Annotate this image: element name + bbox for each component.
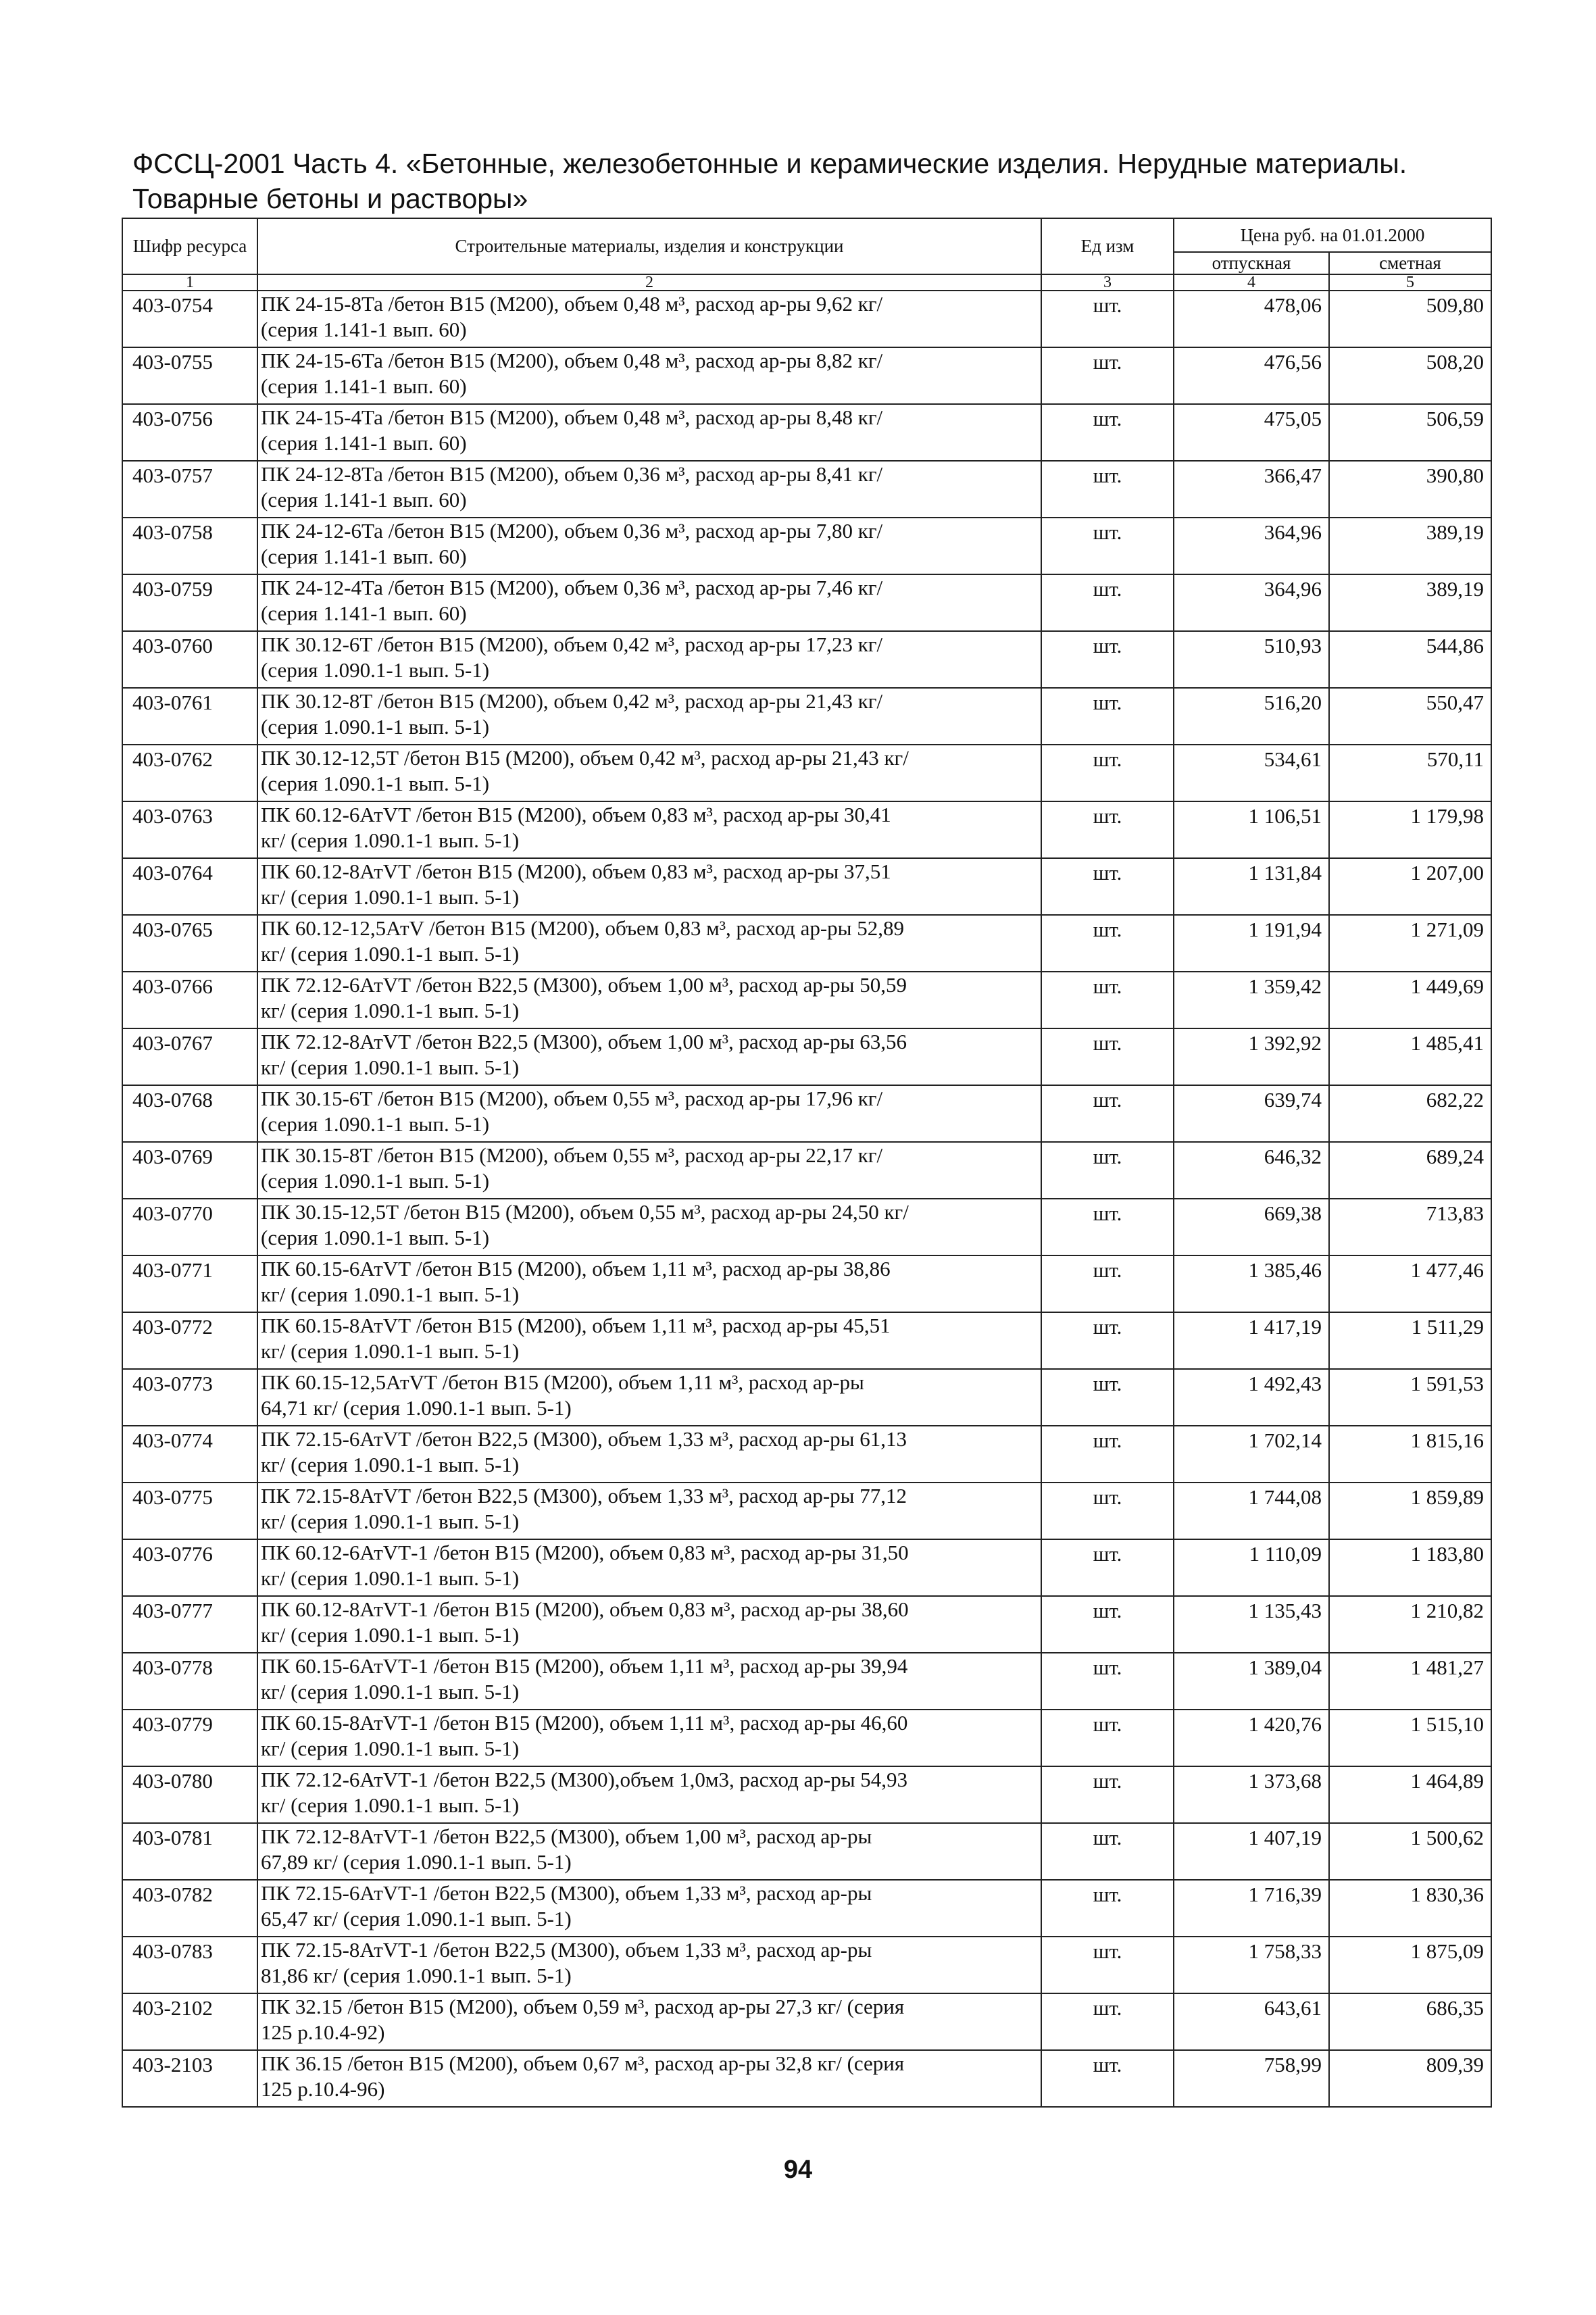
table-row (122, 1483, 1491, 1539)
table-body (122, 291, 1491, 2107)
material-description: ПК 60.15-6АтVТ-1 /бетон В15 (М200), объем 1,11 м³, расход ар-ры 39,94 кг/ (серия 1.090.1-1 вып. 5-1) (261, 1654, 908, 1703)
material-description: ПК 72.12-6АтVТ-1 /бетон В22,5 (М300),объем 1,0м3, расход ар-ры 54,93 кг/ (серия 1.090.1-1 вып. 5-1) (261, 1768, 908, 1817)
material-description: ПК 24-12-8Та /бетон В15 (М200), объем 0,36 м³, расход ар-ры 8,41 кг/ (серия 1.141-1 вып. 60) (261, 462, 883, 512)
table-row (122, 1766, 1491, 1823)
material-description: ПК 60.15-12,5АтVТ /бетон В15 (М200), объем 1,11 м³, расход ар-ры 64,71 кг/ (серия 1.090.1-1 вып. 5-1) (261, 1370, 864, 1420)
material-description: ПК 72.15-8АтVТ /бетон В22,5 (М300), объем 1,33 м³, расход ар-ры 77,12 кг/ (серия 1.090.1-1 вып. 5-1) (261, 1484, 907, 1533)
estimate-price-cell: 1 210,82 (1329, 1596, 1491, 1653)
release-price-cell: 1 417,19 (1174, 1312, 1329, 1369)
unit-cell: шт. (1041, 801, 1174, 858)
table-row (122, 1028, 1491, 1085)
resource-code-cell: 403-0770 (122, 1199, 257, 1255)
resource-code-cell: 403-0763 (122, 801, 257, 858)
resource-code-cell: 403-0780 (122, 1766, 257, 1823)
material-description: ПК 30.15-6Т /бетон В15 (М200), объем 0,55 м³, расход ар-ры 17,96 кг/ (серия 1.090.1-1 вып. 5-1) (261, 1087, 883, 1136)
estimate-price-cell: 1 449,69 (1329, 972, 1491, 1028)
release-price-cell: 478,06 (1174, 291, 1329, 347)
material-name-cell (257, 1880, 1041, 1937)
header-name: Строительные материалы, изделия и конструкции (257, 218, 1041, 274)
table-row (122, 745, 1491, 801)
resource-code-cell: 403-0765 (122, 915, 257, 972)
estimate-price-cell: 1 477,46 (1329, 1255, 1491, 1312)
header-unit: Ед изм (1041, 218, 1174, 274)
material-name-cell (257, 2050, 1041, 2107)
resource-code-cell: 403-0781 (122, 1823, 257, 1880)
release-price-cell: 643,61 (1174, 1993, 1329, 2050)
release-price-cell: 1 131,84 (1174, 858, 1329, 915)
price-table (122, 218, 1492, 2108)
unit-cell: шт. (1041, 1369, 1174, 1426)
material-description: ПК 60.12-6АтVТ-1 /бетон В15 (М200), объем 0,83 м³, расход ар-ры 31,50 кг/ (серия 1.090.1-1 вып. 5-1) (261, 1541, 909, 1590)
release-price-cell: 1 758,33 (1174, 1937, 1329, 1993)
release-price-cell: 1 702,14 (1174, 1426, 1329, 1483)
header-price-group: Цена руб. на 01.01.2000 (1174, 218, 1491, 252)
unit-cell: шт. (1041, 1199, 1174, 1255)
unit-cell: шт. (1041, 347, 1174, 404)
release-price-cell: 476,56 (1174, 347, 1329, 404)
material-name-cell (257, 347, 1041, 404)
material-name-cell (257, 404, 1041, 461)
material-description: ПК 72.12-8АтVТ /бетон В22,5 (М300), объем 1,00 м³, расход ар-ры 63,56 кг/ (серия 1.090.1-1 вып. 5-1) (261, 1030, 907, 1079)
material-name-cell (257, 858, 1041, 915)
release-price-cell: 364,96 (1174, 518, 1329, 574)
column-number: 4 (1174, 274, 1329, 291)
resource-code-cell: 403-0759 (122, 574, 257, 631)
resource-code-cell: 403-0771 (122, 1255, 257, 1312)
material-name-cell (257, 688, 1041, 745)
table-row (122, 1369, 1491, 1426)
material-description: ПК 72.12-6АтVТ /бетон В22,5 (М300), объем 1,00 м³, расход ар-ры 50,59 кг/ (серия 1.090.1-1 вып. 5-1) (261, 973, 907, 1022)
estimate-price-cell: 506,59 (1329, 404, 1491, 461)
table-row (122, 1255, 1491, 1312)
release-price-cell: 1 407,19 (1174, 1823, 1329, 1880)
estimate-price-cell: 686,35 (1329, 1993, 1491, 2050)
unit-cell: шт. (1041, 2050, 1174, 2107)
estimate-price-cell: 1 271,09 (1329, 915, 1491, 972)
estimate-price-cell: 1 830,36 (1329, 1880, 1491, 1937)
table-row (122, 1823, 1491, 1880)
unit-cell: шт. (1041, 404, 1174, 461)
resource-code-cell: 403-0775 (122, 1483, 257, 1539)
material-description: ПК 60.15-8АтVТ /бетон В15 (М200), объем 1,11 м³, расход ар-ры 45,51 кг/ (серия 1.090.1-1 вып. 5-1) (261, 1314, 891, 1363)
table-row (122, 1710, 1491, 1766)
estimate-price-cell: 1 591,53 (1329, 1369, 1491, 1426)
material-name-cell (257, 1255, 1041, 1312)
table-row (122, 972, 1491, 1028)
material-description: ПК 72.15-8АтVТ-1 /бетон В22,5 (М300), объем 1,33 м³, расход ар-ры 81,86 кг/ (серия 1.090.1-1 вып. 5-1) (261, 1938, 872, 1987)
unit-cell: шт. (1041, 688, 1174, 745)
estimate-price-cell: 1 481,27 (1329, 1653, 1491, 1710)
unit-cell: шт. (1041, 1880, 1174, 1937)
table-row (122, 1653, 1491, 1710)
page-number: 94 (783, 2156, 813, 2184)
material-description: ПК 60.12-8АтVТ /бетон В15 (М200), объем 0,83 м³, расход ар-ры 37,51 кг/ (серия 1.090.1-1 вып. 5-1) (261, 860, 891, 909)
material-name-cell (257, 1710, 1041, 1766)
material-name-cell (257, 1369, 1041, 1426)
unit-cell: шт. (1041, 291, 1174, 347)
estimate-price-cell: 1 815,16 (1329, 1426, 1491, 1483)
unit-cell: шт. (1041, 1766, 1174, 1823)
estimate-price-cell: 809,39 (1329, 2050, 1491, 2107)
material-name-cell (257, 1483, 1041, 1539)
table-row (122, 518, 1491, 574)
material-description: ПК 24-12-6Та /бетон В15 (М200), объем 0,36 м³, расход ар-ры 7,80 кг/ (серия 1.141-1 вып. 60) (261, 519, 883, 568)
material-description: ПК 32.15 /бетон В15 (М200), объем 0,59 м³, расход ар-ры 27,3 кг/ (серия 125 р.10.4-92) (261, 1995, 905, 2044)
release-price-cell: 534,61 (1174, 745, 1329, 801)
release-price-cell: 516,20 (1174, 688, 1329, 745)
release-price-cell: 1 389,04 (1174, 1653, 1329, 1710)
release-price-cell: 475,05 (1174, 404, 1329, 461)
resource-code-cell: 403-0777 (122, 1596, 257, 1653)
resource-code-cell: 403-0767 (122, 1028, 257, 1085)
release-price-cell: 1 716,39 (1174, 1880, 1329, 1937)
material-description: ПК 24-15-6Та /бетон В15 (М200), объем 0,48 м³, расход ар-ры 8,82 кг/ (серия 1.141-1 вып. 60) (261, 349, 883, 398)
material-name-cell (257, 915, 1041, 972)
table-row (122, 1142, 1491, 1199)
unit-cell: шт. (1041, 1085, 1174, 1142)
resource-code-cell: 403-0773 (122, 1369, 257, 1426)
resource-code-cell: 403-0783 (122, 1937, 257, 1993)
unit-cell: шт. (1041, 915, 1174, 972)
material-description: ПК 24-12-4Та /бетон В15 (М200), объем 0,36 м³, расход ар-ры 7,46 кг/ (серия 1.141-1 вып. 60) (261, 576, 883, 625)
table-row (122, 1426, 1491, 1483)
resource-code-cell: 403-0782 (122, 1880, 257, 1937)
column-numbers-row (122, 274, 1491, 291)
material-name-cell (257, 574, 1041, 631)
estimate-price-cell: 1 511,29 (1329, 1312, 1491, 1369)
release-price-cell: 510,93 (1174, 631, 1329, 688)
material-name-cell (257, 1596, 1041, 1653)
estimate-price-cell: 1 485,41 (1329, 1028, 1491, 1085)
release-price-cell: 366,47 (1174, 461, 1329, 518)
release-price-cell: 1 359,42 (1174, 972, 1329, 1028)
table-row (122, 2050, 1491, 2107)
material-name-cell (257, 972, 1041, 1028)
release-price-cell: 364,96 (1174, 574, 1329, 631)
release-price-cell: 1 106,51 (1174, 801, 1329, 858)
table-row (122, 1880, 1491, 1937)
page-title: ФССЦ-2001 Часть 4. «Бетонные, железобетонные и керамические изделия. Нерудные материалы. Товарные бетоны и растворы» (132, 148, 1407, 214)
material-description: ПК 60.15-6АтVТ /бетон В15 (М200), объем 1,11 м³, расход ар-ры 38,86 кг/ (серия 1.090.1-1 вып. 5-1) (261, 1257, 891, 1306)
material-description: ПК 72.15-6АтVТ-1 /бетон В22,5 (М300), объем 1,33 м³, расход ар-ры 65,47 кг/ (серия 1.090.1-1 вып. 5-1) (261, 1881, 872, 1931)
unit-cell: шт. (1041, 1539, 1174, 1596)
unit-cell: шт. (1041, 1028, 1174, 1085)
unit-cell: шт. (1041, 1426, 1174, 1483)
unit-cell: шт. (1041, 858, 1174, 915)
resource-code-cell: 403-0766 (122, 972, 257, 1028)
column-number: 5 (1329, 274, 1491, 291)
unit-cell: шт. (1041, 1710, 1174, 1766)
column-number: 3 (1041, 274, 1174, 291)
resource-code-cell: 403-0754 (122, 291, 257, 347)
unit-cell: шт. (1041, 1653, 1174, 1710)
resource-code-cell: 403-0755 (122, 347, 257, 404)
release-price-cell: 1 191,94 (1174, 915, 1329, 972)
table-row (122, 631, 1491, 688)
resource-code-cell: 403-0778 (122, 1653, 257, 1710)
table-row (122, 347, 1491, 404)
estimate-price-cell: 389,19 (1329, 518, 1491, 574)
material-name-cell (257, 1426, 1041, 1483)
material-description: ПК 30.12-6Т /бетон В15 (М200), объем 0,42 м³, расход ар-ры 17,23 кг/ (серия 1.090.1-1 вып. 5-1) (261, 632, 883, 682)
material-description: ПК 60.12-8АтVТ-1 /бетон В15 (М200), объем 0,83 м³, расход ар-ры 38,60 кг/ (серия 1.090.1-1 вып. 5-1) (261, 1597, 909, 1647)
table-row (122, 688, 1491, 745)
material-name-cell (257, 291, 1041, 347)
material-name-cell (257, 1142, 1041, 1199)
table-row (122, 1085, 1491, 1142)
estimate-price-cell: 1 515,10 (1329, 1710, 1491, 1766)
unit-cell: шт. (1041, 1483, 1174, 1539)
material-description: ПК 60.15-8АтVТ-1 /бетон В15 (М200), объем 1,11 м³, расход ар-ры 46,60 кг/ (серия 1.090.1-1 вып. 5-1) (261, 1711, 908, 1760)
table-row (122, 858, 1491, 915)
header-release-price: отпускная (1174, 252, 1329, 274)
table-row (122, 574, 1491, 631)
material-name-cell (257, 1823, 1041, 1880)
resource-code-cell: 403-0768 (122, 1085, 257, 1142)
material-description: ПК 72.12-8АтVТ-1 /бетон В22,5 (М300), объем 1,00 м³, расход ар-ры 67,89 кг/ (серия 1.090.1-1 вып. 5-1) (261, 1824, 872, 1874)
estimate-price-cell: 389,19 (1329, 574, 1491, 631)
unit-cell: шт. (1041, 1255, 1174, 1312)
material-name-cell (257, 1028, 1041, 1085)
unit-cell: шт. (1041, 574, 1174, 631)
unit-cell: шт. (1041, 1937, 1174, 1993)
estimate-price-cell: 570,11 (1329, 745, 1491, 801)
estimate-price-cell: 1 207,00 (1329, 858, 1491, 915)
resource-code-cell: 403-0774 (122, 1426, 257, 1483)
material-name-cell (257, 518, 1041, 574)
material-name-cell (257, 631, 1041, 688)
material-description: ПК 30.12-12,5Т /бетон В15 (М200), объем 0,42 м³, расход ар-ры 21,43 кг/ (серия 1.090.1-1 вып. 5-1) (261, 746, 909, 795)
estimate-price-cell: 1 875,09 (1329, 1937, 1491, 1993)
unit-cell: шт. (1041, 972, 1174, 1028)
material-name-cell (257, 1085, 1041, 1142)
release-price-cell: 639,74 (1174, 1085, 1329, 1142)
estimate-price-cell: 544,86 (1329, 631, 1491, 688)
material-description: ПК 30.15-12,5Т /бетон В15 (М200), объем 0,55 м³, расход ар-ры 24,50 кг/ (серия 1.090.1-1 вып. 5-1) (261, 1200, 909, 1249)
unit-cell: шт. (1041, 1596, 1174, 1653)
unit-cell: шт. (1041, 518, 1174, 574)
release-price-cell: 1 135,43 (1174, 1596, 1329, 1653)
material-name-cell (257, 1766, 1041, 1823)
table-row (122, 915, 1491, 972)
release-price-cell: 1 392,92 (1174, 1028, 1329, 1085)
resource-code-cell: 403-0762 (122, 745, 257, 801)
release-price-cell: 1 385,46 (1174, 1255, 1329, 1312)
material-name-cell (257, 745, 1041, 801)
table-row (122, 1312, 1491, 1369)
release-price-cell: 646,32 (1174, 1142, 1329, 1199)
table-row (122, 1596, 1491, 1653)
material-name-cell (257, 1653, 1041, 1710)
table-row (122, 1539, 1491, 1596)
material-name-cell (257, 801, 1041, 858)
estimate-price-cell: 550,47 (1329, 688, 1491, 745)
table-row (122, 404, 1491, 461)
estimate-price-cell: 1 464,89 (1329, 1766, 1491, 1823)
material-description: ПК 36.15 /бетон В15 (М200), объем 0,67 м³, расход ар-ры 32,8 кг/ (серия 125 р.10.4-96) (261, 2051, 905, 2101)
material-description: ПК 60.12-12,5АтV /бетон В15 (М200), объем 0,83 м³, расход ар-ры 52,89 кг/ (серия 1.090.1-1 вып. 5-1) (261, 916, 904, 966)
estimate-price-cell: 1 500,62 (1329, 1823, 1491, 1880)
column-number: 1 (122, 274, 257, 291)
unit-cell: шт. (1041, 1993, 1174, 2050)
unit-cell: шт. (1041, 1312, 1174, 1369)
unit-cell: шт. (1041, 1142, 1174, 1199)
material-name-cell (257, 1937, 1041, 1993)
release-price-cell: 669,38 (1174, 1199, 1329, 1255)
table-row (122, 1199, 1491, 1255)
estimate-price-cell: 1 183,80 (1329, 1539, 1491, 1596)
material-name-cell (257, 461, 1041, 518)
resource-code-cell: 403-0769 (122, 1142, 257, 1199)
unit-cell: шт. (1041, 745, 1174, 801)
material-name-cell (257, 1199, 1041, 1255)
resource-code-cell: 403-0757 (122, 461, 257, 518)
estimate-price-cell: 508,20 (1329, 347, 1491, 404)
unit-cell: шт. (1041, 461, 1174, 518)
resource-code-cell: 403-0776 (122, 1539, 257, 1596)
header-estimate-price: сметная (1329, 252, 1491, 274)
unit-cell: шт. (1041, 631, 1174, 688)
resource-code-cell: 403-0779 (122, 1710, 257, 1766)
resource-code-cell: 403-0760 (122, 631, 257, 688)
table-row (122, 801, 1491, 858)
estimate-price-cell: 509,80 (1329, 291, 1491, 347)
header-code: Шифр ресурса (122, 218, 257, 274)
estimate-price-cell: 1 179,98 (1329, 801, 1491, 858)
table-row (122, 291, 1491, 347)
material-description: ПК 24-15-4Та /бетон В15 (М200), объем 0,48 м³, расход ар-ры 8,48 кг/ (серия 1.141-1 вып. 60) (261, 405, 883, 455)
column-number: 2 (257, 274, 1041, 291)
resource-code-cell: 403-0764 (122, 858, 257, 915)
material-name-cell (257, 1993, 1041, 2050)
material-name-cell (257, 1539, 1041, 1596)
estimate-price-cell: 1 859,89 (1329, 1483, 1491, 1539)
estimate-price-cell: 713,83 (1329, 1199, 1491, 1255)
resource-code-cell: 403-0758 (122, 518, 257, 574)
resource-code-cell: 403-0756 (122, 404, 257, 461)
material-name-cell (257, 1312, 1041, 1369)
table-row (122, 1937, 1491, 1993)
release-price-cell: 758,99 (1174, 2050, 1329, 2107)
release-price-cell: 1 492,43 (1174, 1369, 1329, 1426)
material-description: ПК 30.15-8Т /бетон В15 (М200), объем 0,55 м³, расход ар-ры 22,17 кг/ (серия 1.090.1-1 вып. 5-1) (261, 1143, 883, 1193)
estimate-price-cell: 689,24 (1329, 1142, 1491, 1199)
release-price-cell: 1 420,76 (1174, 1710, 1329, 1766)
material-description: ПК 72.15-6АтVТ /бетон В22,5 (М300), объем 1,33 м³, расход ар-ры 61,13 кг/ (серия 1.090.1-1 вып. 5-1) (261, 1427, 907, 1476)
material-description: ПК 60.12-6АтVТ /бетон В15 (М200), объем 0,83 м³, расход ар-ры 30,41 кг/ (серия 1.090.1-1 вып. 5-1) (261, 803, 891, 852)
table-row (122, 461, 1491, 518)
estimate-price-cell: 682,22 (1329, 1085, 1491, 1142)
material-description: ПК 30.12-8Т /бетон В15 (М200), объем 0,42 м³, расход ар-ры 21,43 кг/ (серия 1.090.1-1 вып. 5-1) (261, 689, 883, 739)
estimate-price-cell: 390,80 (1329, 461, 1491, 518)
unit-cell: шт. (1041, 1823, 1174, 1880)
material-description: ПК 24-15-8Та /бетон В15 (М200), объем 0,48 м³, расход ар-ры 9,62 кг/ (серия 1.141-1 вып. 60) (261, 292, 883, 341)
table-row (122, 1993, 1491, 2050)
release-price-cell: 1 110,09 (1174, 1539, 1329, 1596)
resource-code-cell: 403-0761 (122, 688, 257, 745)
resource-code-cell: 403-2102 (122, 1993, 257, 2050)
release-price-cell: 1 373,68 (1174, 1766, 1329, 1823)
resource-code-cell: 403-2103 (122, 2050, 257, 2107)
release-price-cell: 1 744,08 (1174, 1483, 1329, 1539)
resource-code-cell: 403-0772 (122, 1312, 257, 1369)
